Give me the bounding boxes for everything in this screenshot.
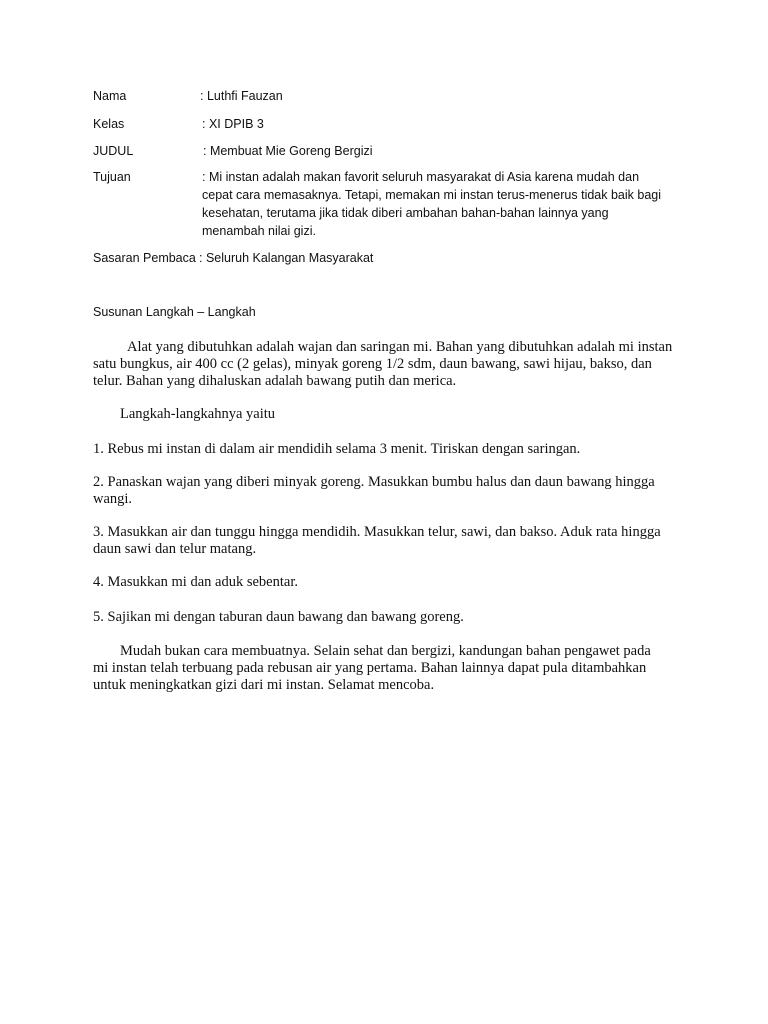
intro-paragraph: Alat yang dibutuhkan adalah wajan dan saringan mi. Bahan yang dibutuhkan adalah mi instan satu bungkus, air 400 cc (2 gelas), minyak goreng 1/2 sdm, daun bawang, sawi hijau, bakso, dan telur. Bahan yang dihaluskan adalah bawang putih dan merica. (93, 339, 673, 389)
section-heading: Susunan Langkah – Langkah (93, 305, 256, 319)
field-kelas-label: Kelas (93, 117, 125, 131)
field-judul-value: : Membuat Mie Goreng Bergizi (203, 144, 373, 158)
field-nama-label: Nama (93, 89, 127, 103)
step-item-1: 1. Rebus mi instan di dalam air mendidih selama 3 menit. Tiriskan dengan saringan. (93, 441, 581, 457)
field-sasaran-label: Sasaran Pembaca (93, 251, 196, 265)
field-judul-label: JUDUL (93, 144, 134, 158)
step-item-2: 2. Panaskan wajan yang diberi minyak goreng. Masukkan bumbu halus dan daun bawang hingga wangi. (93, 474, 655, 507)
field-tujuan (93, 168, 693, 242)
field-kelas (93, 115, 693, 133)
field-tujuan-label: Tujuan (93, 170, 131, 184)
field-sasaran (93, 249, 693, 267)
field-nama (93, 87, 693, 105)
step-item-3: 3. Masukkan air dan tunggu hingga mendidih. Masukkan telur, sawi, dan bakso. Aduk rata hingga daun sawi dan telur matang. (93, 524, 661, 557)
field-sasaran-value: : Seluruh Kalangan Masyarakat (199, 251, 374, 265)
field-nama-value: : Luthfi Fauzan (200, 89, 283, 103)
step-item-5: 5. Sajikan mi dengan taburan daun bawang dan bawang goreng. (93, 609, 464, 625)
field-tujuan-value: : Mi instan adalah makan favorit seluruh masyarakat di Asia karena mudah dan cepat cara memasaknya. Tetapi, memakan mi instan terus-menerus tidak baik bagi kesehatan, terutama jika tidak diberi ambahan bahan-bahan lainnya yang menambah nilai gizi. (202, 170, 662, 238)
field-kelas-value: : XI DPIB 3 (202, 117, 264, 131)
step-item-4: 4. Masukkan mi dan aduk sebentar. (93, 574, 298, 590)
closing-paragraph: Mudah bukan cara membuatnya. Selain sehat dan bergizi, kandungan bahan pengawet pada mi instan telah terbuang pada rebusan air yang pertama. Bahan lainnya dapat pula ditambahkan untuk meningkatkan gizi dari mi instan. Selamat mencoba. (93, 643, 651, 693)
steps-intro: Langkah-langkahnya yaitu (120, 406, 276, 422)
field-judul (93, 142, 693, 160)
